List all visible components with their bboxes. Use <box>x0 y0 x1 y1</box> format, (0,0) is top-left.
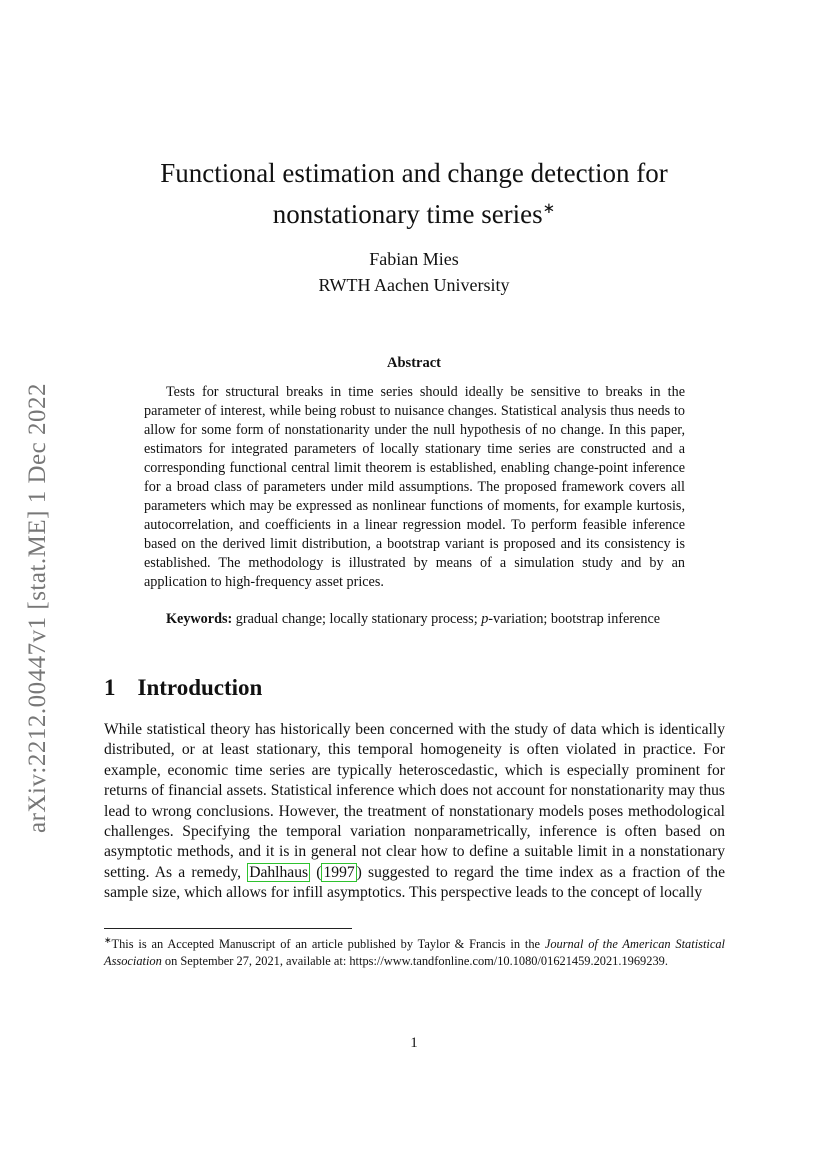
intro-text-2: suggested to regard the time index as a fraction of the sample size, which allows for infill asymptotics. This perspective leads to the concept of locally <box>104 863 726 902</box>
keywords-italic: p <box>481 611 489 627</box>
footnote-rule <box>104 928 352 929</box>
introduction-paragraph: While statistical theory has historically been concerned with the study of data which is identically distributed, or at least stationary, this temporal homogeneity is often violated in practice. For example, economic time series are typically heteroscedastic, which is especially prominent for returns of financial assets. Statistical inference which does not account for nonstationarity may thus lead to wrong conclusions. However, the treatment of nonstationary models poses methodological challenges. Specifying the temporal variation nonparametrically, inference is often based on asymptotic methods, and it is in general not clear how to define a suitable limit in a nonstationary setting. As a remedy, Dahlhaus ( 1997 ) suggested to regard the time index as a fraction of the sample size, which allows for infill asymptotics. This perspective leads to the concept of locally <box>104 721 726 902</box>
abstract-text: Tests for structural breaks in time series should ideally be sensitive to breaks in the parameter of interest, while being robust to nuisance changes. Statistical analysis thus needs to allow for some form of nonstationarity under the null hypothesis of no change. In this paper, estimators for integrated parameters of locally stationary time series are constructed and a corresponding functional central limit theorem is established, enabling change-point inference for a broad class of parameters under mild assumptions. The proposed framework covers all parameters which may be expressed as nonlinear functions of moments, for example kurtosis, autocorrelation, and coefficients in a linear regression model. To perform feasible inference based on the derived limit distribution, a bootstrap variant is proposed and its consistency is established. The methodology is illustrated by means of a simulation study and by an application to high-frequency asset prices. <box>144 384 685 590</box>
title-line-1: Functional estimation and change detection for <box>160 158 668 188</box>
intro-text-1: While statistical theory has historically been concerned with the study of data which is identically distributed, or at least stationary, this temporal homogeneity is often violated in practice. For example, economic time series are typically heteroscedastic, which is especially prominent for returns of financial assets. Statistical inference which does not account for nonstationarity may thus lead to wrong conclusions. However, the treatment of nonstationary models poses methodological challenges. Specifying the temporal variation nonparametrically, inference is often based on asymptotic methods, and it is in general not clear how to define a suitable limit in a nonstationary setting. As a remedy, <box>104 721 725 881</box>
citation-link-author[interactable]: Dahlhaus <box>249 863 309 881</box>
keywords-text-1: gradual change; locally stationary process; <box>232 611 482 627</box>
section-title: Introduction <box>137 675 263 700</box>
keywords <box>144 610 685 629</box>
abstract-heading: Abstract <box>387 355 441 371</box>
title-footnote-mark[interactable]: ∗ <box>542 201 556 217</box>
paper-title <box>104 155 724 232</box>
arxiv-identifier-margin <box>10 358 66 858</box>
footnote <box>104 932 725 970</box>
footnote-mark: ∗ <box>104 935 112 945</box>
section-number: 1 <box>104 675 116 700</box>
keywords-label: Keywords: <box>166 611 233 627</box>
keywords-text-2: -variation; bootstrap inference <box>488 611 661 627</box>
author-affiliation: RWTH Aachen University <box>318 275 510 295</box>
author-name: Fabian Mies <box>369 249 459 269</box>
section-heading <box>104 675 262 701</box>
footnote-text-1: This is an Accepted Manuscript of an article published by Taylor & Francis in the <box>111 937 545 952</box>
citation-link-year[interactable]: 1997 <box>323 863 355 881</box>
footnote-text-2: on September 27, 2021, available at: https://www.tandfonline.com/10.1080/01621459.2021.1969239. <box>161 954 668 969</box>
footnote-journal: Journal of the American Statistical Association <box>104 937 725 969</box>
author-block <box>104 246 724 298</box>
page-number: 1 <box>410 1035 418 1051</box>
arxiv-identifier: arXiv:2212.00447v1 [stat.ME] 1 Dec 2022 <box>24 383 52 833</box>
title-line-2: nonstationary time series <box>272 199 543 229</box>
